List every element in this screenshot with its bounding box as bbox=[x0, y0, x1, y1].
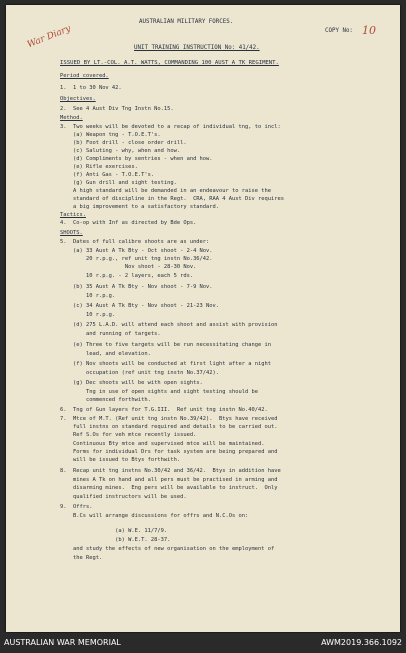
body-line: (g) Dec shoots will be with open sights. bbox=[60, 380, 203, 386]
body-line: occupation (ref unit tng instn No.37/42). bbox=[60, 370, 220, 376]
body-line: 9. Offrs. bbox=[60, 504, 93, 510]
footer-accession-number: AWM2019.366.1092 bbox=[321, 638, 402, 647]
handwritten-war-diary-note: War Diary bbox=[26, 23, 73, 51]
body-line: Objectives. bbox=[60, 96, 96, 102]
body-line: B.Cs will arrange discussions for offrs and N.C.Os on: bbox=[60, 513, 249, 519]
body-line: (e) Three to five targets will be run necessitating change in bbox=[60, 342, 271, 348]
body-line: mines A Tk on hand and all pers must be practised in arming and bbox=[60, 477, 278, 483]
body-line: (f) Anti Gas - T.O.E.T's. bbox=[60, 172, 155, 178]
body-line: (c) Saluting - why, when and how. bbox=[60, 148, 181, 154]
body-line: Continuous Bty mtce and supervised mtce will be maintained. bbox=[60, 441, 265, 447]
body-line: 8. Recap unit tng instns No.30/42 and 36/42. Btys in addition have bbox=[60, 468, 281, 474]
body-line: 4. Co-op with Inf as directed by Bde Ops. bbox=[60, 220, 197, 226]
body-line: 3. Two weeks will be devoted to a recap of individual tng, to incl: bbox=[60, 124, 281, 130]
body-line: qualified instructors will be used. bbox=[60, 494, 187, 500]
body-line: Tng in use of open sights and sight testing should be bbox=[60, 389, 258, 395]
body-line: (c) 34 Aust A Tk Bty - Nov shoot - 21-23 Nov. bbox=[60, 303, 220, 309]
body-line: a big improvement to a satisfactory standard. bbox=[60, 204, 220, 210]
body-line: lead, and elevation. bbox=[60, 351, 151, 357]
body-line: will be issued to Btys forthwith. bbox=[60, 457, 181, 463]
body-line: 5. Dates of full calibre shoots are as under: bbox=[60, 239, 210, 245]
document-title: AUSTRALIAN MILITARY FORCES. bbox=[139, 19, 234, 25]
document-subtitle: UNIT TRAINING INSTRUCTION No: 41/42. bbox=[134, 45, 260, 51]
body-line: 1. 1 to 30 Nov 42. bbox=[60, 85, 122, 91]
body-line: and study the effects of new organisation on the employment of bbox=[60, 546, 275, 552]
document-page bbox=[6, 5, 400, 632]
body-line: 10 r.p.g. - 2 layers, each 5 rds. bbox=[60, 273, 194, 279]
body-line: (e) Rifle exercises. bbox=[60, 164, 138, 170]
body-line: (b) 35 Aust A Tk Bty - Nov shoot - 7-9 Nov. bbox=[60, 284, 213, 290]
body-line: commenced forthwith. bbox=[60, 397, 151, 403]
body-line: 10 r.p.g. bbox=[60, 293, 116, 299]
body-line: Ref S.Os for veh mtce recently issued. bbox=[60, 432, 197, 438]
body-line: disarming mines. Eng pers will be available to instruct. Only bbox=[60, 485, 278, 491]
body-line: Nov shoot - 28-30 Nov. bbox=[60, 264, 197, 270]
body-line: Forms for individual Drs for task system are being prepared and bbox=[60, 449, 278, 455]
body-line: and running of targets. bbox=[60, 331, 161, 337]
body-line: 2. See 4 Aust Div Tng Instn No.15. bbox=[60, 106, 174, 112]
issued-by-line: ISSUED BY LT.-COL. A.T. WATTS, COMMANDING 100 AUST A TK REGIMENT. bbox=[60, 60, 279, 66]
body-line: the Regt. bbox=[60, 555, 103, 561]
copy-number-handwritten: 10 bbox=[362, 24, 376, 37]
body-line: 7. Mtce of M.T. (Ref unit tng instn No.39/42). Btys have received bbox=[60, 416, 278, 422]
body-line: (b) Foot drill - close order drill. bbox=[60, 140, 187, 146]
body-line: SHOOTS. bbox=[60, 230, 83, 236]
body-line: 20 r.p.g., ref unit tng instn No.36/42. bbox=[60, 256, 213, 262]
footer-source: AUSTRALIAN WAR MEMORIAL bbox=[4, 638, 121, 647]
body-line: Tactics. bbox=[60, 212, 86, 218]
body-line: (a) 33 Aust A Tk Bty - Oct shoot - 2-4 Nov. bbox=[60, 248, 213, 254]
copy-number-label: COPY No: bbox=[325, 28, 353, 34]
body-line: (a) W.E. 11/7/9. bbox=[60, 528, 168, 534]
body-line: (g) Gun drill and sight testing. bbox=[60, 180, 177, 186]
body-line: (d) Compliments by sentries - when and how. bbox=[60, 156, 213, 162]
body-line: (b) W.E.T. 28-37. bbox=[60, 537, 171, 543]
body-line: 6. Tng of Gun layers for T.G.III. Ref unit tng instn No.40/42. bbox=[60, 407, 268, 413]
footer-bar bbox=[0, 633, 406, 653]
body-line: (d) 275 L.A.D. will attend each shoot and assist with provision bbox=[60, 322, 278, 328]
body-line: full instns on standard required and details to be carried out. bbox=[60, 424, 278, 430]
body-line: Method. bbox=[60, 115, 83, 121]
body-line: (a) Weapon tng - T.O.E.T's. bbox=[60, 132, 161, 138]
body-line: 10 r.p.g. bbox=[60, 312, 116, 318]
body-line: A high standard will be demanded in an endeavour to raise the bbox=[60, 188, 271, 194]
body-line: standard of discipline in the Regt. CRA, RAA 4 Aust Div requires bbox=[60, 196, 284, 202]
body-line: (f) Nov shoots will be conducted at first light after a night bbox=[60, 361, 271, 367]
body-line: Period covered. bbox=[60, 73, 109, 79]
